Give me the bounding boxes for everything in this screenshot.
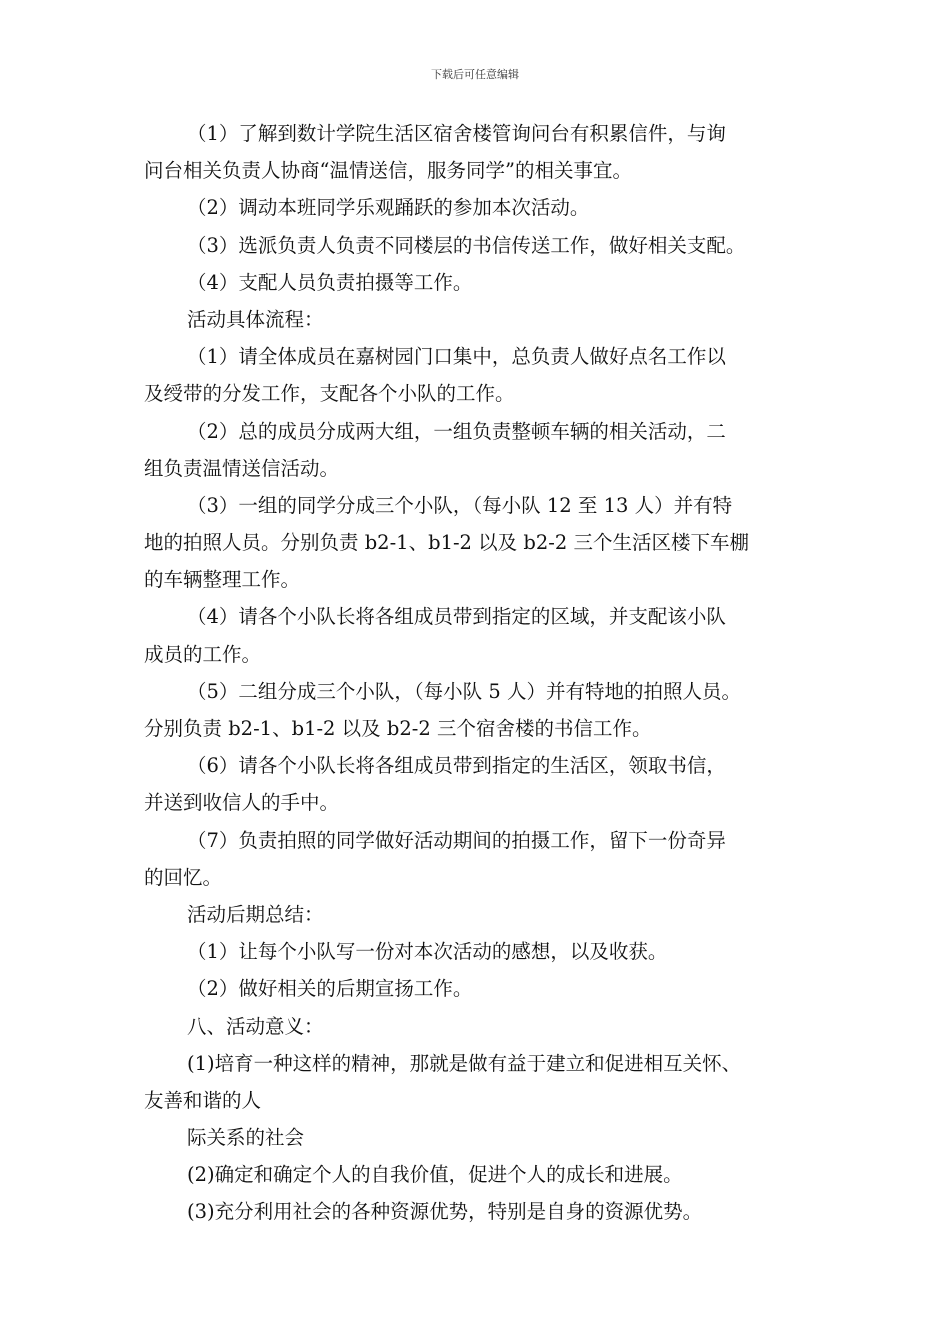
text-line: （2）做好相关的后期宣扬工作。 <box>187 977 473 1001</box>
text-line: （4）请各个小队长将各组成员带到指定的区域，并支配该小队 <box>187 605 726 629</box>
text-line: 的车辆整理工作。 <box>144 568 301 592</box>
text-line: (2)确定和确定个人的自我价值，促进个人的成长和进展。 <box>187 1163 683 1187</box>
text-line: 及绶带的分发工作，支配各个小队的工作。 <box>144 382 515 406</box>
text-line: 问台相关负责人协商“温情送信，服务同学”的相关事宜。 <box>144 159 632 183</box>
text-line: （1）让每个小队写一份对本次活动的感想，以及收获。 <box>187 940 668 964</box>
text-line: （4）支配人员负责拍摄等工作。 <box>187 270 473 294</box>
text-line: 成员的工作。 <box>144 642 262 666</box>
text-line: 活动后期总结： <box>187 902 324 926</box>
text-line: 活动具体流程： <box>187 307 324 331</box>
text-line: (1)培育一种这样的精神，那就是做有益于建立和促进相互关怀、 <box>187 1051 742 1075</box>
text-line: （6）请各个小队长将各组成员带到指定的生活区，领取书信， <box>187 754 726 778</box>
text-line: 分别负责 b2-1、b1-2 以及 b2-2 三个宿舍楼的书信工作。 <box>144 717 652 740</box>
text-line: 并送到收信人的手中。 <box>144 791 340 815</box>
text-line: （3）选派负责人负责不同楼层的书信传送工作，做好相关支配。 <box>187 233 746 257</box>
text-line: (3)充分利用社会的各种资源优势，特别是自身的资源优势。 <box>187 1200 703 1224</box>
text-line: 八、活动意义： <box>187 1014 324 1038</box>
text-line: 组负责温情送信活动。 <box>144 456 340 480</box>
text-line: 的回忆。 <box>144 865 223 889</box>
text-line: 地的拍照人员。分别负责 b2-1、b1-2 以及 b2-2 三个生活区楼下车棚 <box>144 531 749 555</box>
text-line: （3）一组的同学分成三个小队，（每小队 12 至 13 人）并有特 <box>187 493 733 517</box>
document-body <box>144 115 824 1231</box>
text-line: （1）了解到数计学院生活区宿舍楼管询问台有积累信件，与询 <box>187 122 726 145</box>
text-line: 友善和谐的人 <box>144 1088 262 1112</box>
page-header: 下载后可任意编辑 <box>431 68 519 81</box>
text-line: （7）负责拍照的同学做好活动期间的拍摄工作，留下一份奇异 <box>187 828 726 852</box>
text-line: （2）总的成员分成两大组，一组负责整顿车辆的相关活动，二 <box>187 419 726 443</box>
text-line: （2）调动本班同学乐观踊跃的参加本次活动。 <box>187 196 590 220</box>
text-line: 际关系的社会 <box>187 1126 305 1150</box>
text-line: （1）请全体成员在嘉树园门口集中，总负责人做好点名工作以 <box>187 345 726 369</box>
text-line: （5）二组分成三个小队，（每小队 5 人）并有特地的拍照人员。 <box>187 679 741 703</box>
